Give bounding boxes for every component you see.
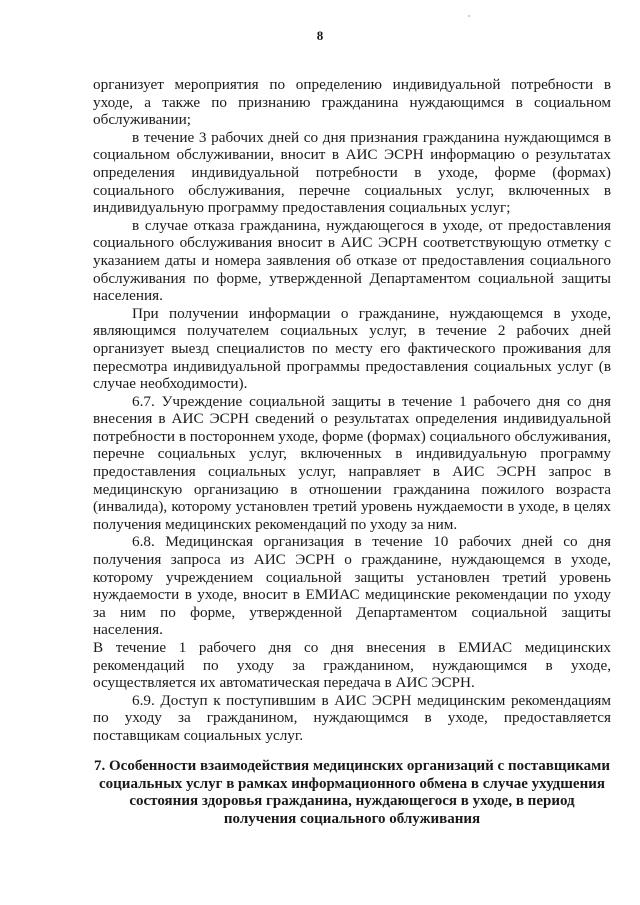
scan-speck (468, 15, 470, 17)
paragraph-on-receiving-info: При получении информации о гражданине, нуждающемся в уходе, являющимся получателем социальных услуг, в течение 2 рабочих дней организует выезд специалистов по месту его фактического проживания для пересмотра индивидуальной программы предоставления социальных услуг (в случае необходимости). (93, 304, 611, 393)
paragraph-clause-6-7: 6.7. Учреждение социальной защиты в течение 1 рабочего дня со дня внесения в АИС ЭСРН сведений о результатах определения индивидуальной потребности в постороннем уходе, форме (формах) социального обслуживания, перечне социальных услуг, включенных в индивидуальную программу предоставления социальных услуг, направляет в АИС ЭСРН запрос в медицинскую организацию в отношении гражданина пожилого возраста (инвалида), которому установлен третий уровень нуждаемости в уходе, в целях получения медицинских рекомендаций по уходу за ним. (93, 392, 611, 533)
paragraph-entry-within-3-days: в течение 3 рабочих дней со дня признания гражданина нуждающимся в социальном обслуживании, вносит в АИС ЭСРН информацию о результатах определения индивидуальной потребности в уходе, форме (формах) социального обслуживания, перечне социальных услуг, включенных в индивидуальную программу предоставления социальных услуг; (93, 128, 611, 217)
page-number: 8 (316, 28, 324, 43)
section-heading-7: 7. Особенности взаимодействия медицинских организаций с поставщиками социальных услуг в рамках информационного обмена в случае ухудшения состояния здоровья гражданина, нуждающегося в уходе, в период получения социального облуживания (94, 758, 610, 827)
paragraph-clause-6-9: 6.9. Доступ к поступившим в АИС ЭСРН медицинским рекомендациям по уходу за гражданином, нуждающимся в уходе, предоставляется поставщикам социальных услуг. (93, 691, 611, 744)
paragraph-refusal-case: в случае отказа гражданина, нуждающегося в уходе, от предоставления социального обслуживания вносит в АИС ЭСРН соответствующую отметку с указанием даты и номера заявления об отказе от предоставления социального обслуживания по форме, утвержденной Департаментом социальной защиты населения. (93, 216, 611, 305)
paragraph-clause-6-8-continued: В течение 1 рабочего дня со дня внесения в ЕМИАС медицинских рекомендаций по уходу за гражданином, нуждающимся в уходе, осуществляется их автоматическая передача в АИС ЭСРН. (93, 639, 611, 692)
paragraph-continuation: организует мероприятия по определению индивидуальной потребности в уходе, а также по признанию гражданина нуждающимся в социальном обслуживании; (93, 76, 611, 129)
paragraph-clause-6-8: 6.8. Медицинская организация в течение 10 рабочих дней со дня получения запроса из АИС ЭСРН о гражданине, нуждающемся в уходе, которому учреждением социальной защиты установлен третий уровень нуждаемости в уходе, вносит в ЕМИАС медицинские рекомендации по уходу за ним по форме, утвержденной Департаментом социальной защиты населения. (93, 533, 611, 639)
document-body (93, 76, 611, 745)
